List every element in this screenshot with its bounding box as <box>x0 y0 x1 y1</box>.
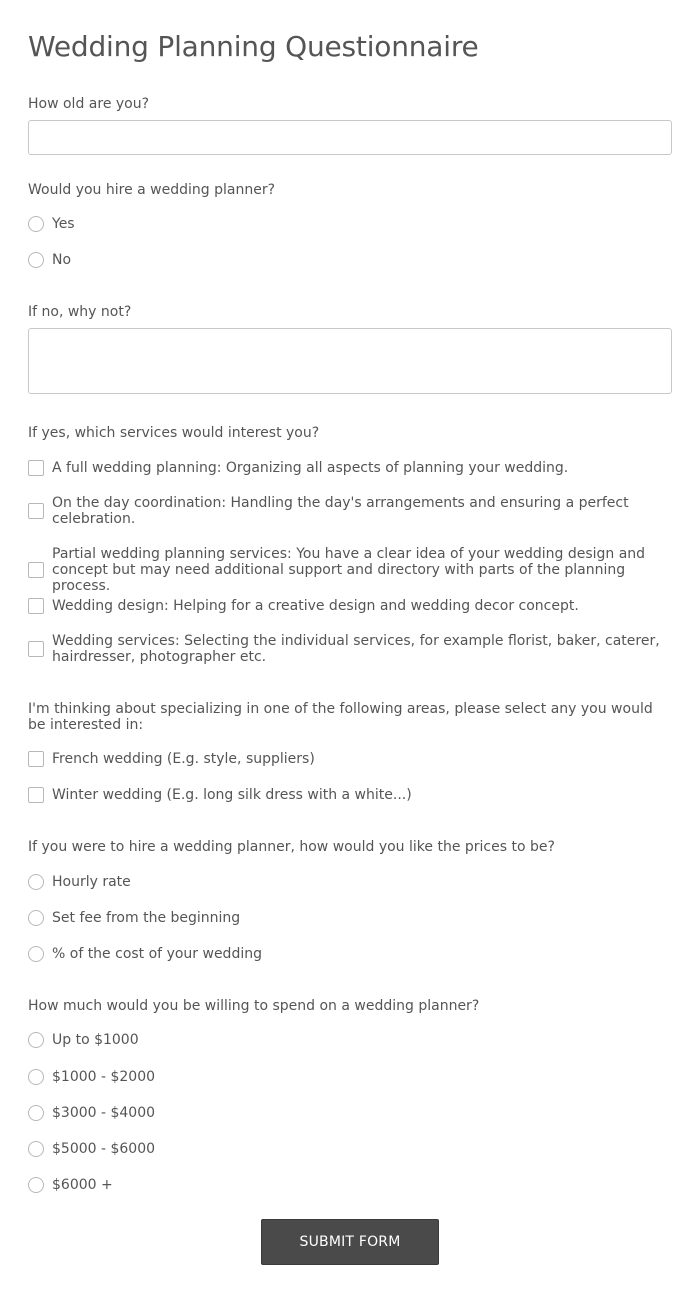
submit-button[interactable]: SUBMIT FORM <box>261 1219 439 1265</box>
hire-planner-label: Would you hire a wedding planner? <box>28 182 276 198</box>
budget-option-1000-2000[interactable] <box>28 1069 672 1085</box>
radio-button[interactable] <box>28 874 44 890</box>
services-option-day-coordination[interactable] <box>28 495 672 527</box>
checkbox[interactable] <box>28 460 44 476</box>
specializing-option-winter[interactable] <box>28 787 672 803</box>
budget-option-up-to-1000[interactable] <box>28 1032 672 1048</box>
option-label: $5000 - $6000 <box>52 1141 156 1157</box>
option-label: $6000 + <box>52 1177 113 1193</box>
hire-planner-option-yes[interactable] <box>28 216 672 232</box>
checkbox[interactable] <box>28 562 44 578</box>
pricing-option-hourly[interactable] <box>28 874 672 890</box>
option-label: Hourly rate <box>52 874 131 890</box>
radio-button[interactable] <box>28 1141 44 1157</box>
option-label: $1000 - $2000 <box>52 1069 156 1085</box>
radio-button[interactable] <box>28 1069 44 1085</box>
checkbox[interactable] <box>28 751 44 767</box>
pricing-option-set-fee[interactable] <box>28 910 672 926</box>
radio-button[interactable] <box>28 1032 44 1048</box>
option-label: Up to $1000 <box>52 1032 139 1048</box>
radio-button[interactable] <box>28 1177 44 1193</box>
age-label: How old are you? <box>28 96 150 112</box>
hire-planner-option-no[interactable] <box>28 252 672 268</box>
services-option-design[interactable] <box>28 598 672 614</box>
budget-option-3000-4000[interactable] <box>28 1105 672 1121</box>
option-label: No <box>52 252 72 268</box>
option-label: Wedding design: Helping for a creative design and wedding decor concept. <box>52 598 579 614</box>
option-label: On the day coordination: Handling the day's arrangements and ensuring a perfect celebration. <box>52 495 629 527</box>
specializing-label: I'm thinking about specializing in one of the following areas, please select any you would be interested in: <box>28 701 653 733</box>
age-input[interactable] <box>28 120 672 155</box>
checkbox[interactable] <box>28 503 44 519</box>
option-label: Set fee from the beginning <box>52 910 241 926</box>
checkbox[interactable] <box>28 787 44 803</box>
option-label: A full wedding planning: Organizing all aspects of planning your wedding. <box>52 460 569 476</box>
budget-label: How much would you be willing to spend on a wedding planner? <box>28 998 480 1014</box>
option-label: Winter wedding (E.g. long silk dress with a white...) <box>52 787 412 803</box>
why-not-textarea[interactable] <box>28 328 672 394</box>
option-label: % of the cost of your wedding <box>52 946 262 962</box>
option-label: Partial wedding planning services: You have a clear idea of your wedding design and concept but may need additional support and directory with parts of the planning process. <box>52 546 646 594</box>
page-title: Wedding Planning Questionnaire <box>28 30 479 63</box>
services-option-services[interactable] <box>28 633 672 665</box>
specializing-option-french[interactable] <box>28 751 672 767</box>
budget-option-5000-6000[interactable] <box>28 1141 672 1157</box>
checkbox[interactable] <box>28 641 44 657</box>
radio-button[interactable] <box>28 1105 44 1121</box>
radio-button[interactable] <box>28 216 44 232</box>
services-option-full[interactable] <box>28 460 672 476</box>
pricing-option-percent[interactable] <box>28 946 672 962</box>
budget-option-6000-plus[interactable] <box>28 1177 672 1193</box>
option-label: French wedding (E.g. style, suppliers) <box>52 751 315 767</box>
radio-button[interactable] <box>28 946 44 962</box>
radio-button[interactable] <box>28 252 44 268</box>
radio-button[interactable] <box>28 910 44 926</box>
option-label: Yes <box>52 216 75 232</box>
pricing-label: If you were to hire a wedding planner, how would you like the prices to be? <box>28 839 555 855</box>
option-label: $3000 - $4000 <box>52 1105 156 1121</box>
option-label: Wedding services: Selecting the individual services, for example florist, baker, caterer, hairdresser, photographer etc. <box>52 633 660 665</box>
services-label: If yes, which services would interest you? <box>28 425 320 441</box>
why-not-label: If no, why not? <box>28 304 132 320</box>
services-option-partial[interactable] <box>28 546 672 594</box>
checkbox[interactable] <box>28 598 44 614</box>
